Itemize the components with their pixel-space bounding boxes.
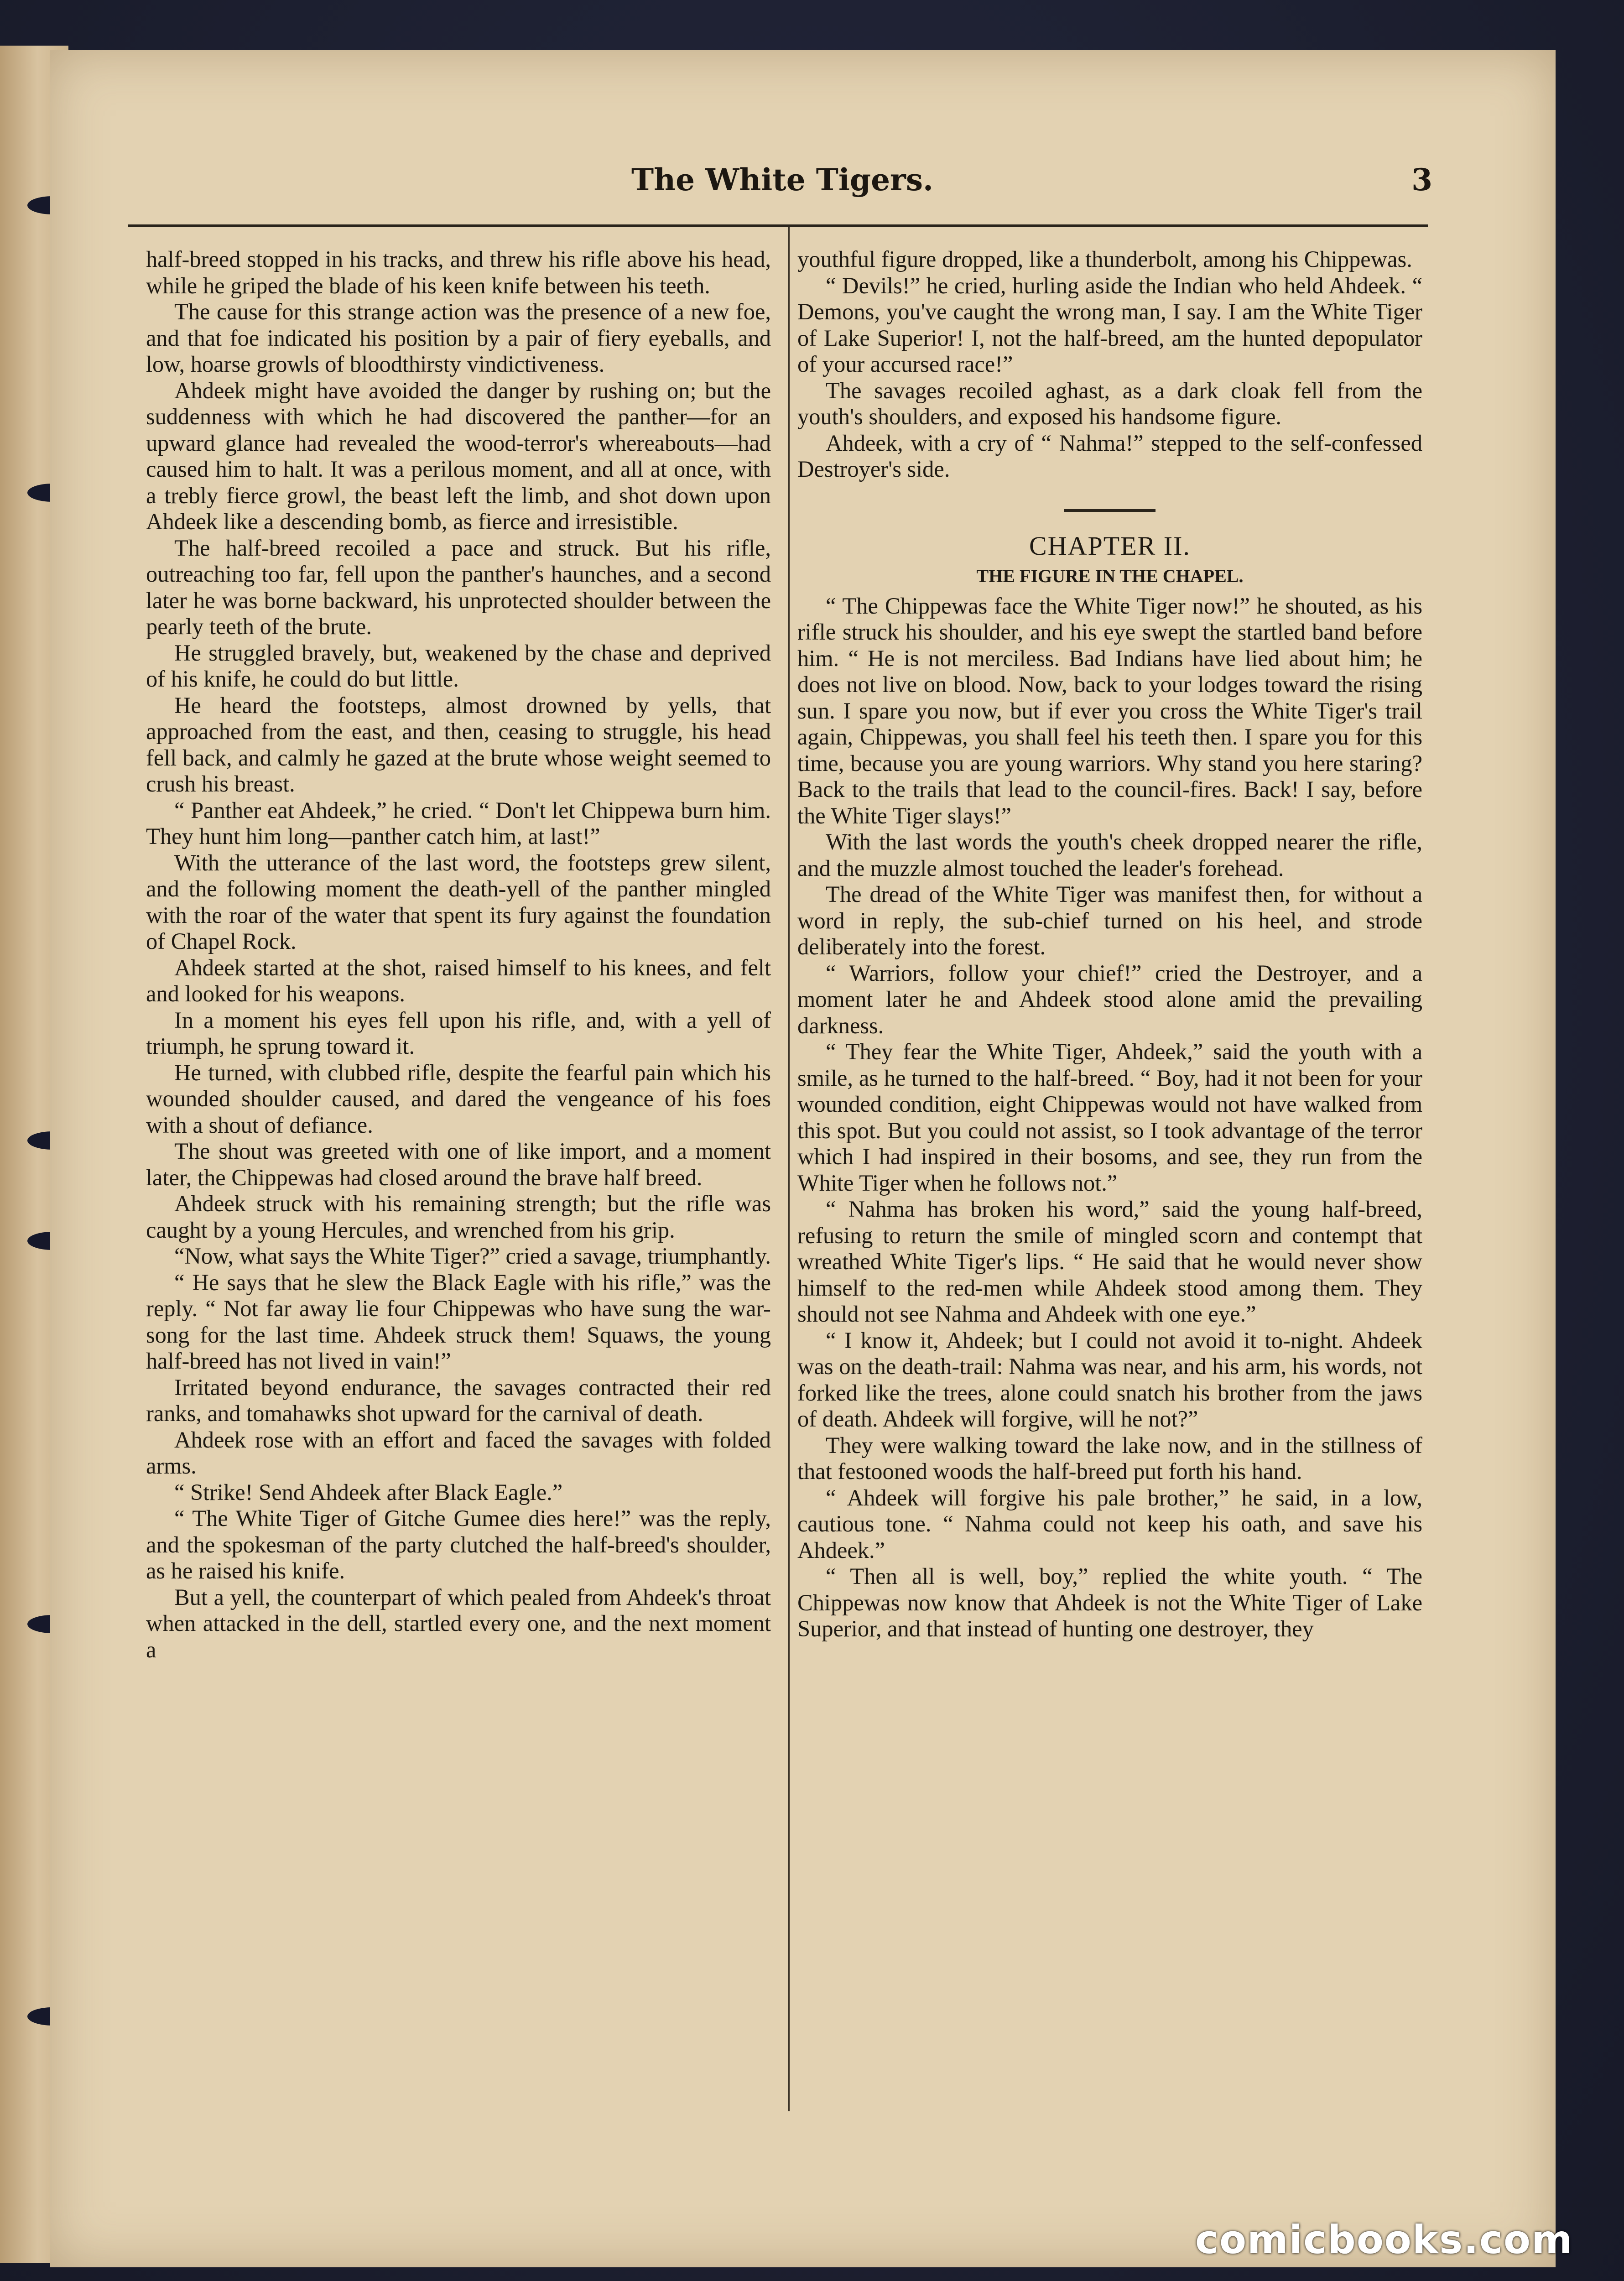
paragraph: He turned, with clubbed rifle, despite the fearful pain which his wounded shoulder caused, and dared the vengeance of his foes with a shout of defiance. — [146, 1059, 771, 1138]
paragraph: Ahdeek struck with his remaining strength; but the rifle was caught by a young Hercules, and wrenched from his grip. — [146, 1191, 771, 1243]
chapter-subtitle: THE FIGURE IN THE CHAPEL. — [976, 565, 1244, 586]
header-rule — [128, 224, 1428, 227]
paragraph: “ Panther eat Ahdeek,” he cried. “ Don't let Chippewa burn him. They hunt him long—panther catch him, at last!” — [146, 797, 771, 849]
running-head-title: The White Tigers. — [631, 162, 933, 198]
paragraph: “ Strike! Send Ahdeek after Black Eagle.” — [174, 1479, 563, 1505]
paragraph: He heard the footsteps, almost drowned by yells, that approached from the east, and then, ceasing to struggle, his head fell back, and calmly he gazed at the brute whose weight seemed to crush his breast. — [146, 692, 771, 797]
paragraph: Ahdeek, with a cry of “ Nahma!” stepped to the self-confessed Destroyer's side. — [797, 430, 1422, 482]
paragraph: The half-breed recoiled a pace and struck. But his rifle, outreaching too far, fell upon the panther's haunches, and a second later he was borne backward, his unprotected shoulder between the pearly teeth of the brute. — [146, 535, 771, 639]
paragraph: “ They fear the White Tiger, Ahdeek,” said the youth with a smile, as he turned to the half-breed. “ Boy, had it not been for your wounded condition, eight Chippewas would not have walked from this spot. But you could not assist, so I took advantage of the terror which I had inspired in their bosoms, and see, they run from the White Tiger when he follows not.” — [797, 1039, 1422, 1196]
paragraph: “ He says that he slew the Black Eagle with his rifle,” was the reply. “ Not far away lie four Chippewas who have sung the war-song for the last time. Ahdeek struck them! Squaws, the young half-breed has not lived in vain!” — [146, 1269, 771, 1374]
paragraph: “ I know it, Ahdeek; but I could not avoid it to-night. Ahdeek was on the death-trail: Nahma was near, and his arm, his words, not forked like the trees, alone could snatch his brother from the jaws of death. Ahdeek will forgive, will he not?” — [797, 1327, 1422, 1432]
right-column — [797, 246, 1422, 2144]
paragraph: He struggled bravely, but, weakened by the chase and deprived of his knife, he could do but little. — [146, 640, 771, 692]
running-head — [128, 155, 1437, 210]
column-divider — [788, 227, 790, 2111]
paragraph: Ahdeek might have avoided the danger by rushing on; but the suddenness with which he had discovered the panther—for an upward glance had revealed the wood-terror's whereabouts—had caused him to halt. It was a perilous moment, and all at once, with a trebly fierce growl, the beast left the limb, and shot down upon Ahdeek like a descending bomb, as fierce and irresistible. — [146, 377, 771, 534]
paragraph: “ Devils!” he cried, hurling aside the Indian who held Ahdeek. “ Demons, you've caught the wrong man, I say. I am the White Tiger of Lake Superior! I, not the half-breed, am the hunted depopulator of your accursed race!” — [797, 272, 1422, 377]
right-column-top — [797, 246, 1422, 483]
watermark-logo: comicbooks.com — [1195, 2217, 1573, 2263]
paragraph: “ The White Tiger of Gitche Gumee dies here!” was the reply, and the spokesman of the party clutched the half-breed's shoulder, as he raised his knife. — [146, 1505, 771, 1583]
paragraph: Ahdeek started at the shot, raised himself to his knees, and felt and looked for his weapons. — [146, 954, 771, 1006]
paragraph: “ Then all is well, boy,” replied the white youth. “ The Chippewas now know that Ahdeek is not the White Tiger of Lake Superior, and that instead of hunting one destroyer, they — [797, 1563, 1422, 1641]
paragraph: In a moment his eyes fell upon his rifle, and, with a yell of triumph, he sprung toward it. — [146, 1007, 771, 1059]
paragraph: With the utterance of the last word, the footsteps grew silent, and the following moment the death-yell of the panther mingled with the roar of the water that spent its fury against the foundation of Chapel Rock. — [146, 849, 771, 954]
paragraph: “ Nahma has broken his word,” said the young half-breed, refusing to return the smile of mingled scorn and contempt that wreathed White Tiger's lips. “ He said that he would never show himself to the red-men while Ahdeek stood among them. They should not see Nahma and Ahdeek with one eye.” — [797, 1196, 1422, 1327]
paragraph: The shout was greeted with one of like import, and a moment later, the Chippewas had closed around the brave half breed. — [146, 1138, 771, 1190]
left-column — [146, 246, 771, 2144]
paragraph: With the last words the youth's cheek dropped nearer the rifle, and the muzzle almost touched the leader's forehead. — [797, 829, 1422, 881]
paragraph: The dread of the White Tiger was manifest then, for without a word in reply, the sub-chief turned on his heel, and strode deliberately into the forest. — [797, 881, 1422, 959]
paragraph: They were walking toward the lake now, and in the stillness of that festooned woods the half-breed put forth his hand. — [797, 1432, 1422, 1484]
paragraph: The cause for this strange action was the presence of a new foe, and that foe indicated his position by a pair of fiery eyeballs, and low, hoarse growls of bloodthirsty vindictiveness. — [146, 299, 771, 377]
paragraph: youthful figure dropped, like a thunderbolt, among his Chippewas. — [797, 246, 1412, 272]
chapter-rule — [1064, 509, 1156, 512]
paragraph: “ The Chippewas face the White Tiger now!” he shouted, as his rifle struck his shoulder, and his eye swept the startled band before him. “ He is not merciless. Bad Indians have lied about him; he does not live on blood. Now, back to your lodges toward the rising sun. I spare you now, but if ever you cross the White Tiger's trail again, Chippewas, you shall feel his teeth then. I spare you for this time, because you are young warriors. Why stand you here staring? Back to the trails that lead to the council-fires. Back! I say, before the White Tiger slays!” — [797, 593, 1422, 828]
paragraph: “ Ahdeek will forgive his pale brother,” he said, in a low, cautious tone. “ Nahma could not keep his oath, and save his Ahdeek.” — [797, 1484, 1422, 1563]
page-number: 3 — [1411, 162, 1432, 198]
paragraph: The savages recoiled aghast, as a dark cloak fell from the youth's shoulders, and exposed his handsome figure. — [797, 377, 1422, 429]
paragraph: half-breed stopped in his tracks, and threw his rifle above his head, while he griped the blade of his keen knife between his teeth. — [146, 246, 771, 298]
right-column-bottom — [797, 593, 1422, 1642]
chapter-heading: CHAPTER II. — [1029, 531, 1191, 561]
paragraph: Irritated beyond endurance, the savages contracted their red ranks, and tomahawks shot upward for the carnival of death. — [146, 1374, 771, 1426]
paragraph: “Now, what says the White Tiger?” cried a savage, triumphantly. — [174, 1243, 771, 1269]
paragraph: Ahdeek rose with an effort and faced the savages with folded arms. — [146, 1427, 771, 1479]
paragraph: “ Warriors, follow your chief!” cried the Destroyer, and a moment later he and Ahdeek stood alone amid the prevailing darkness. — [797, 960, 1422, 1038]
paragraph: But a yell, the counterpart of which pealed from Ahdeek's throat when attacked in the dell, startled every one, and the next moment a — [146, 1584, 771, 1662]
